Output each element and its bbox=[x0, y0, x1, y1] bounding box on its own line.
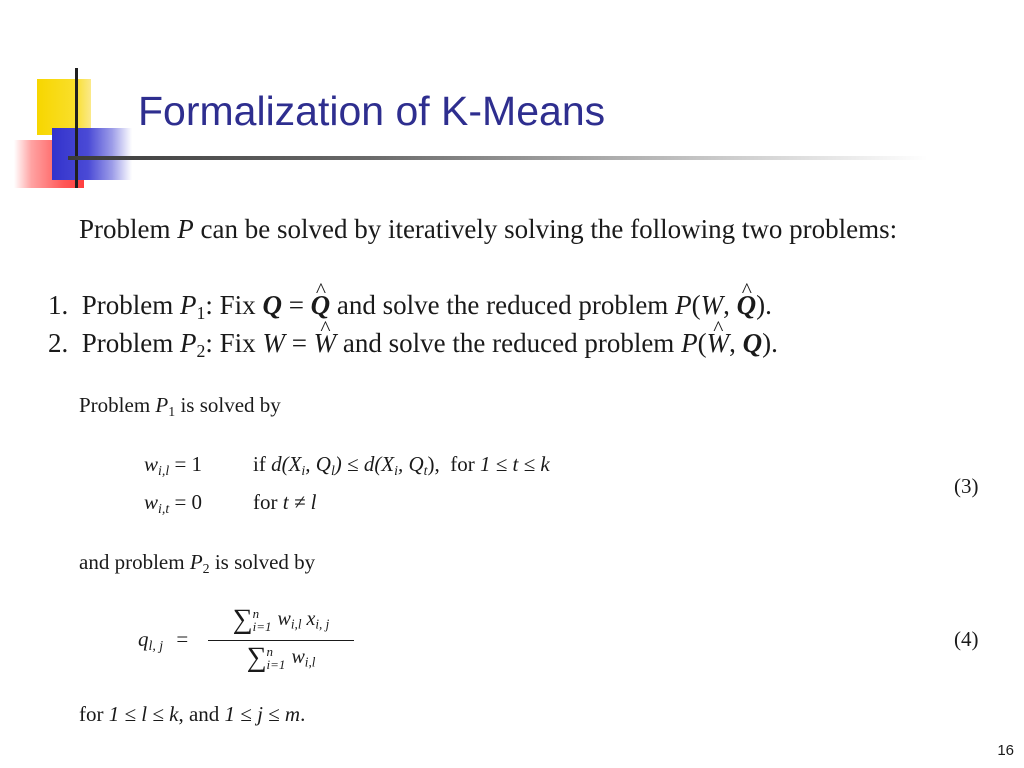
eq3-cond: d(X bbox=[271, 452, 302, 476]
item-rest: and solve the reduced problem bbox=[330, 290, 676, 320]
eq3-if: if bbox=[253, 452, 272, 476]
item-arg-b-hat: ^ Q bbox=[737, 290, 757, 321]
eq4-denominator bbox=[208, 642, 354, 674]
item-end: . bbox=[771, 328, 778, 358]
sum-symbol: ∑ bbox=[246, 642, 267, 673]
intro-text bbox=[79, 214, 897, 245]
sum-limits bbox=[267, 645, 286, 671]
eq4-lhs bbox=[138, 627, 188, 654]
item-arg-a: W bbox=[700, 290, 724, 320]
item-fix: : Fix bbox=[205, 328, 263, 358]
p2-prefix: and problem bbox=[79, 550, 190, 574]
intro-suffix: can be solved by iteratively solving the following two problems: bbox=[193, 214, 898, 244]
item-rhs-hat: ^ Q bbox=[311, 290, 331, 321]
item-eq: = bbox=[284, 328, 314, 358]
eq3-line-1-condition bbox=[253, 452, 550, 479]
eq3-lhs: w bbox=[144, 452, 159, 476]
footer-end: . bbox=[300, 702, 306, 726]
eq3-cond-mid: , Q bbox=[305, 452, 331, 476]
sum-lower: i=1 bbox=[266, 657, 286, 673]
eq3-line-2-condition bbox=[253, 490, 316, 515]
eq3-cond: t ≠ l bbox=[282, 490, 317, 514]
eq3-for: for bbox=[253, 490, 283, 514]
item-end: . bbox=[765, 290, 772, 320]
item-problem-label: Problem bbox=[81, 290, 180, 320]
eq3-number: (3) bbox=[954, 474, 979, 498]
slide-title: Formalization of K-Means bbox=[138, 88, 606, 134]
footer-range-1: 1 ≤ l ≤ k bbox=[108, 702, 179, 726]
p1-symbol: P bbox=[155, 393, 169, 417]
item-arg-a-hat: ^ W bbox=[707, 328, 730, 359]
problem-item-1: 1. Problem $P_1$: Fix Q = ^ Q and solve the reduced problem P(W, ^ Q). bbox=[48, 290, 772, 324]
eq4-lhs-sub: l, j bbox=[148, 637, 164, 653]
eq3-val: = 0 bbox=[169, 490, 203, 514]
item-arg-b: Q bbox=[742, 328, 763, 358]
eq4-numerator bbox=[208, 604, 354, 636]
eq3-lhs-sub: i,l bbox=[158, 462, 170, 478]
item-lhs: Q bbox=[262, 290, 282, 320]
item-subscript: 2 bbox=[196, 340, 206, 361]
p2-suffix: is solved by bbox=[209, 550, 316, 574]
item-rest: and solve the reduced problem bbox=[336, 328, 682, 358]
num-x-sub: i, j bbox=[315, 616, 330, 632]
eq3-lhs: w bbox=[144, 490, 159, 514]
eq3-cond-close: ) ≤ d(X bbox=[334, 452, 395, 476]
eq3-line-2 bbox=[144, 490, 202, 517]
p2-subscript: 2 bbox=[202, 560, 210, 576]
eq3-sub: i bbox=[301, 462, 306, 478]
item-call: P bbox=[681, 328, 698, 358]
logo-vertical-line bbox=[75, 68, 78, 188]
sum-symbol: ∑ bbox=[232, 604, 253, 635]
item-call: P bbox=[675, 290, 692, 320]
item-number: 1. bbox=[48, 290, 69, 320]
eq4-equals: = bbox=[176, 627, 189, 651]
fraction-bar bbox=[208, 640, 354, 641]
sum-limits bbox=[253, 607, 272, 633]
p1-suffix: is solved by bbox=[175, 393, 281, 417]
item-symbol: P bbox=[180, 328, 197, 358]
sum-upper: n bbox=[252, 606, 260, 622]
title-underline bbox=[68, 156, 928, 160]
p2-symbol: P bbox=[189, 550, 203, 574]
eq3-line-1 bbox=[144, 452, 202, 479]
num-w: w bbox=[277, 608, 291, 630]
eq3-for: for bbox=[450, 452, 481, 476]
eq4-lhs-var: q bbox=[138, 627, 149, 651]
p1-subscript: 1 bbox=[168, 403, 176, 419]
footer-prefix: for bbox=[79, 702, 109, 726]
eq3-cond-end: ), bbox=[427, 452, 440, 476]
den-w: w bbox=[291, 646, 305, 668]
item-number: 2. bbox=[48, 328, 69, 358]
item-rhs-hat: ^ W bbox=[314, 328, 337, 359]
sum-lower: i=1 bbox=[252, 619, 272, 635]
item-eq: = bbox=[281, 290, 311, 320]
intro-prefix: Problem bbox=[79, 214, 178, 244]
sum-upper: n bbox=[266, 644, 274, 660]
eq3-sub: i bbox=[394, 462, 398, 478]
footer-mid: , and bbox=[178, 702, 225, 726]
eq3-lhs-sub: i,t bbox=[158, 500, 170, 516]
num-w-sub: i,l bbox=[290, 616, 302, 632]
intro-var: P bbox=[177, 214, 194, 244]
p2-solved-text bbox=[79, 550, 315, 577]
problem-item-2: 2. Problem $P_2$: Fix W = ^ W and solve the reduced problem P(^ W, Q). bbox=[48, 328, 778, 362]
logo-blue-block bbox=[52, 128, 132, 180]
logo-yellow-block bbox=[37, 79, 91, 135]
eq3-sub: t bbox=[423, 462, 428, 478]
item-subscript: 1 bbox=[196, 302, 206, 323]
p1-solved-text bbox=[79, 393, 281, 420]
eq3-sub: l bbox=[330, 462, 335, 478]
eq3-val: = 1 bbox=[169, 452, 203, 476]
eq4-number: (4) bbox=[954, 627, 979, 651]
eq3-cond-mid2: , Q bbox=[398, 452, 424, 476]
item-fix: : Fix bbox=[205, 290, 263, 320]
item-problem-label: Problem bbox=[81, 328, 180, 358]
item-symbol: P bbox=[180, 290, 197, 320]
eq3-range: 1 ≤ t ≤ k bbox=[480, 452, 550, 476]
item-lhs: W bbox=[262, 328, 285, 358]
p1-prefix: Problem bbox=[79, 393, 156, 417]
slide-number: 16 bbox=[997, 742, 1014, 759]
num-x: x bbox=[306, 608, 316, 630]
footer-range-2: 1 ≤ j ≤ m bbox=[224, 702, 301, 726]
den-w-sub: i,l bbox=[304, 654, 316, 670]
range-footer bbox=[79, 702, 305, 727]
